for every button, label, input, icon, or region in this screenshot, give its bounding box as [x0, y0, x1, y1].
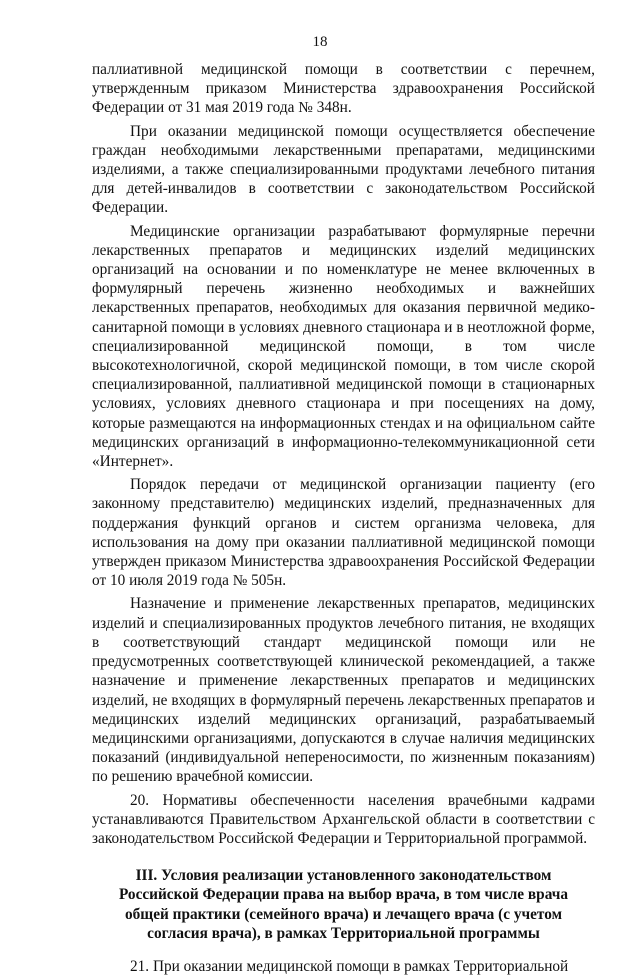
section-heading-line: общей практики (семейного врача) и лечащего врача (с учетом [125, 905, 562, 923]
paragraph-formulary-lists: Медицинские организации разрабатывают формулярные перечни лекарственных препаратов и медицинских изделий медицинских организаций на основании и по номенклатуре не менее включенных в формулярный перечень жизненно необходимых и важнейших лекарственных препаратов, необходимых для оказания первичной медико-санитарной помощи в условиях дневного стационара и в неотложной форме, специализированной медицинской помощи, в том числе высокотехнологичной, скорой медицинской помощи, в том числе скорой специализированной, паллиативной медицинской помощи в стационарных условиях, условиях дневного стационара и при посещениях на дому, которые размещаются на информационных стендах и на официальном сайте медицинских организаций в информационно-телекоммуникационной сети «Интернет». [92, 222, 595, 471]
paragraph-device-transfer: Порядок передачи от медицинской организации пациенту (его законному представителю) медицинских изделий, предназначенных для поддержания функций органов и систем организма человека, для использования на дому при оказании паллиативной медицинской помощи утвержден приказом Министерства здравоохранения Российской Федерации от 10 июля 2019 года № 505н. [92, 476, 595, 590]
paragraph-staffing-norms: 20. Нормативы обеспеченности населения врачебными кадрами устанавливаются Правительством Архангельской области в соответствии с законодательством Российской Федерации и Территориальной программой. [92, 791, 595, 847]
section-heading-line: Российской Федерации права на выбор врача, в том числе врача [118, 886, 569, 904]
paragraph-continuation: паллиативной медицинской помощи в соответствии с перечнем, утвержденным приказом Министерства здравоохранения Российской Федерации от 31 мая 2019 года № 348н. [92, 61, 595, 117]
document-body [92, 60, 595, 976]
page-number: 18 [312, 34, 328, 50]
section-heading-line: III. Условия реализации установленного законодательством [135, 867, 552, 885]
section-heading-line: согласия врача), в рамках Территориальной программы [147, 924, 540, 942]
paragraph-medication-provision: При оказании медицинской помощи осуществляется обеспечение граждан необходимыми лекарственными препаратами, медицинскими изделиями, а также специализированными продуктами лечебного питания для детей-инвалидов в соответствии с законодательством Российской Федерации. [92, 122, 595, 217]
paragraph-item-21: 21. При оказании медицинской помощи в рамках Территориальной [130, 957, 569, 975]
paragraph-prescription: Назначение и применение лекарственных препаратов, медицинских изделий и специализированных продуктов лечебного питания, не входящих в соответствующий стандарт медицинской помощи или не предусмотренных соответствующей клинической рекомендацией, а также назначение и применение лекарственных препаратов и медицинских изделий, не входящих в формулярный перечень лекарственных препаратов и медицинских изделий медицинских организаций, разрабатываемый медицинскими организациями, допускаются в случае наличия медицинских показаний (индивидуальной непереносимости, по жизненным показаниям) по решению врачебной комиссии. [92, 595, 595, 786]
